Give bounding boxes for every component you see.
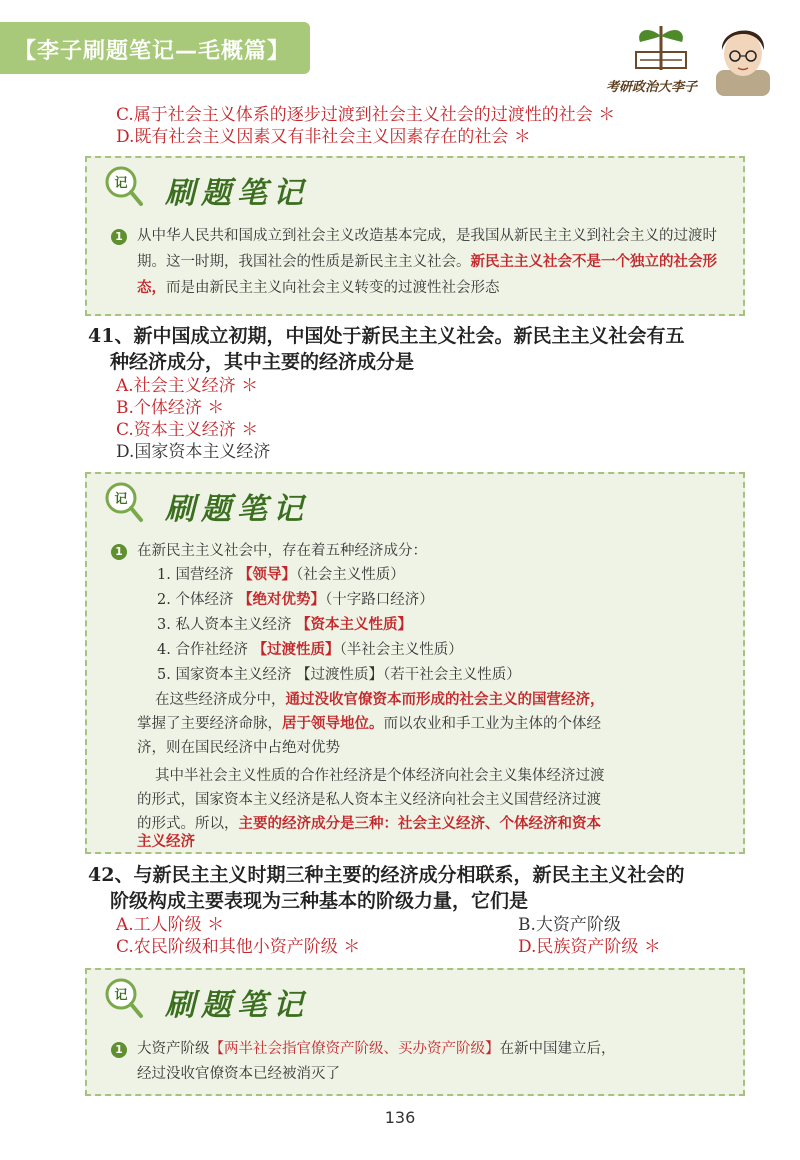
note-paragraph-1: 掌握了主要经济命脉，居于领导地位。而以农业和手工业为主体的个体经 xyxy=(137,715,601,732)
option-d: D.民族资产阶级 ＊ xyxy=(518,937,661,957)
note-paragraph-2: 其中半社会主义性质的合作社经济是个体经济向社会主义集体经济过渡 xyxy=(155,768,605,784)
list-item: 3. 私人资本主义经济 【资本主义性质】 xyxy=(157,616,413,633)
question-41-stem xyxy=(88,323,748,375)
page-title: 【李子刷题笔记—毛概篇】 xyxy=(14,39,291,64)
note-paragraph-1: 在这些经济成分中，通过没收官僚资本而形成的社会主义的国营经济， xyxy=(155,691,605,708)
svg-text:记: 记 xyxy=(114,176,128,191)
list-item: 4. 合作社经济 【过渡性质】（半社会主义性质） xyxy=(157,641,463,658)
option-d: D.国家资本主义经济 xyxy=(116,442,271,462)
question-42-stem xyxy=(88,862,748,914)
note-text-plain: 从中华人民共和国成立到社会主义改造基本完成，是我国从新民主主义到社会主义的过渡时期。这一时期，我国社会的性质是新民主主义社会。 xyxy=(137,228,717,270)
question-42-line1: 42、与新民主主义时期三种主要的经济成分相联系，新民主主义社会的 xyxy=(88,864,685,886)
note-title: 刷题笔记 xyxy=(165,176,309,211)
avatar xyxy=(712,16,774,96)
magnifier-note-icon xyxy=(101,976,145,1020)
note-header xyxy=(87,474,743,532)
svg-text:记: 记 xyxy=(114,988,128,1003)
note-text xyxy=(137,224,733,301)
note-title: 刷题笔记 xyxy=(165,988,309,1023)
note-paragraph-2: 的形式，国家资本主义经济是私人资本主义经济向社会主义国营经济过渡 xyxy=(137,792,601,808)
question-41-line1: 41、新中国成立初期，中国处于新民主主义社会。新民主主义社会有五 xyxy=(88,325,685,347)
question-42-line2: 阶级构成主要表现为三种基本的阶级力量，它们是 xyxy=(110,890,529,912)
option-a: A.工人阶级 ＊ xyxy=(116,915,225,935)
note-intro: 在新民主主义社会中，存在着五种经济成分： xyxy=(137,543,427,559)
magnifier-note-icon xyxy=(101,480,145,524)
option-c: C.农民阶级和其他小资产阶级 ＊ xyxy=(116,937,361,957)
note-text: 经过没收官僚资本已经被消灭了 xyxy=(137,1066,340,1082)
option-c: C.资本主义经济 ＊ xyxy=(116,420,259,440)
question-41-line2: 种经济成分，其中主要的经济成分是 xyxy=(110,351,415,373)
note-text: 大资产阶级【两半社会指官僚资产阶级、买办资产阶级】在新中国建立后， xyxy=(137,1041,616,1057)
svg-text:记: 记 xyxy=(114,492,128,507)
logo-caption: 考研政治大李子 xyxy=(606,80,698,95)
bullet-icon: 1 xyxy=(111,544,127,560)
bullet-icon: 1 xyxy=(111,1042,127,1058)
option-c-prev: C.属于社会主义体系的逐步过渡到社会主义社会的过渡性的社会 ＊ xyxy=(116,105,616,125)
list-item: 5. 国家资本主义经济 【过渡性质】（若干社会主义性质） xyxy=(157,667,521,683)
bullet-icon: 1 xyxy=(111,229,127,245)
option-b: B.个体经济 ＊ xyxy=(116,398,225,418)
list-item: 2. 个体经济 【绝对优势】（十字路口经济） xyxy=(157,591,434,608)
list-item: 1. 国营经济 【领导】（社会主义性质） xyxy=(157,566,405,583)
note-header xyxy=(87,970,743,1028)
magnifier-note-icon xyxy=(101,164,145,208)
note-paragraph-1: 济，则在国民经济中占绝对优势 xyxy=(137,740,340,756)
note-paragraph-2: 的形式。所以，主要的经济成分是三种：社会主义经济、个体经济和资本 xyxy=(137,815,601,832)
note-header xyxy=(87,158,743,216)
option-d-prev: D.既有社会主义因素又有非社会主义因素存在的社会 ＊ xyxy=(116,127,531,147)
option-b: B.大资产阶级 xyxy=(518,915,621,935)
note-text-highlight: 新民主主义社会不是一个独立的社会形态， xyxy=(137,253,717,296)
note-box-1 xyxy=(85,156,745,316)
option-a: A.社会主义经济 ＊ xyxy=(116,376,259,396)
note-box-3 xyxy=(85,968,745,1096)
note-paragraph-2: 主义经济 xyxy=(137,833,195,850)
note-title: 刷题笔记 xyxy=(165,492,309,527)
page-number: 136 xyxy=(384,1108,416,1127)
note-text-plain: 而是由新民主主义向社会主义转变的过渡性社会形态 xyxy=(166,280,500,296)
note-box-2 xyxy=(85,472,745,854)
